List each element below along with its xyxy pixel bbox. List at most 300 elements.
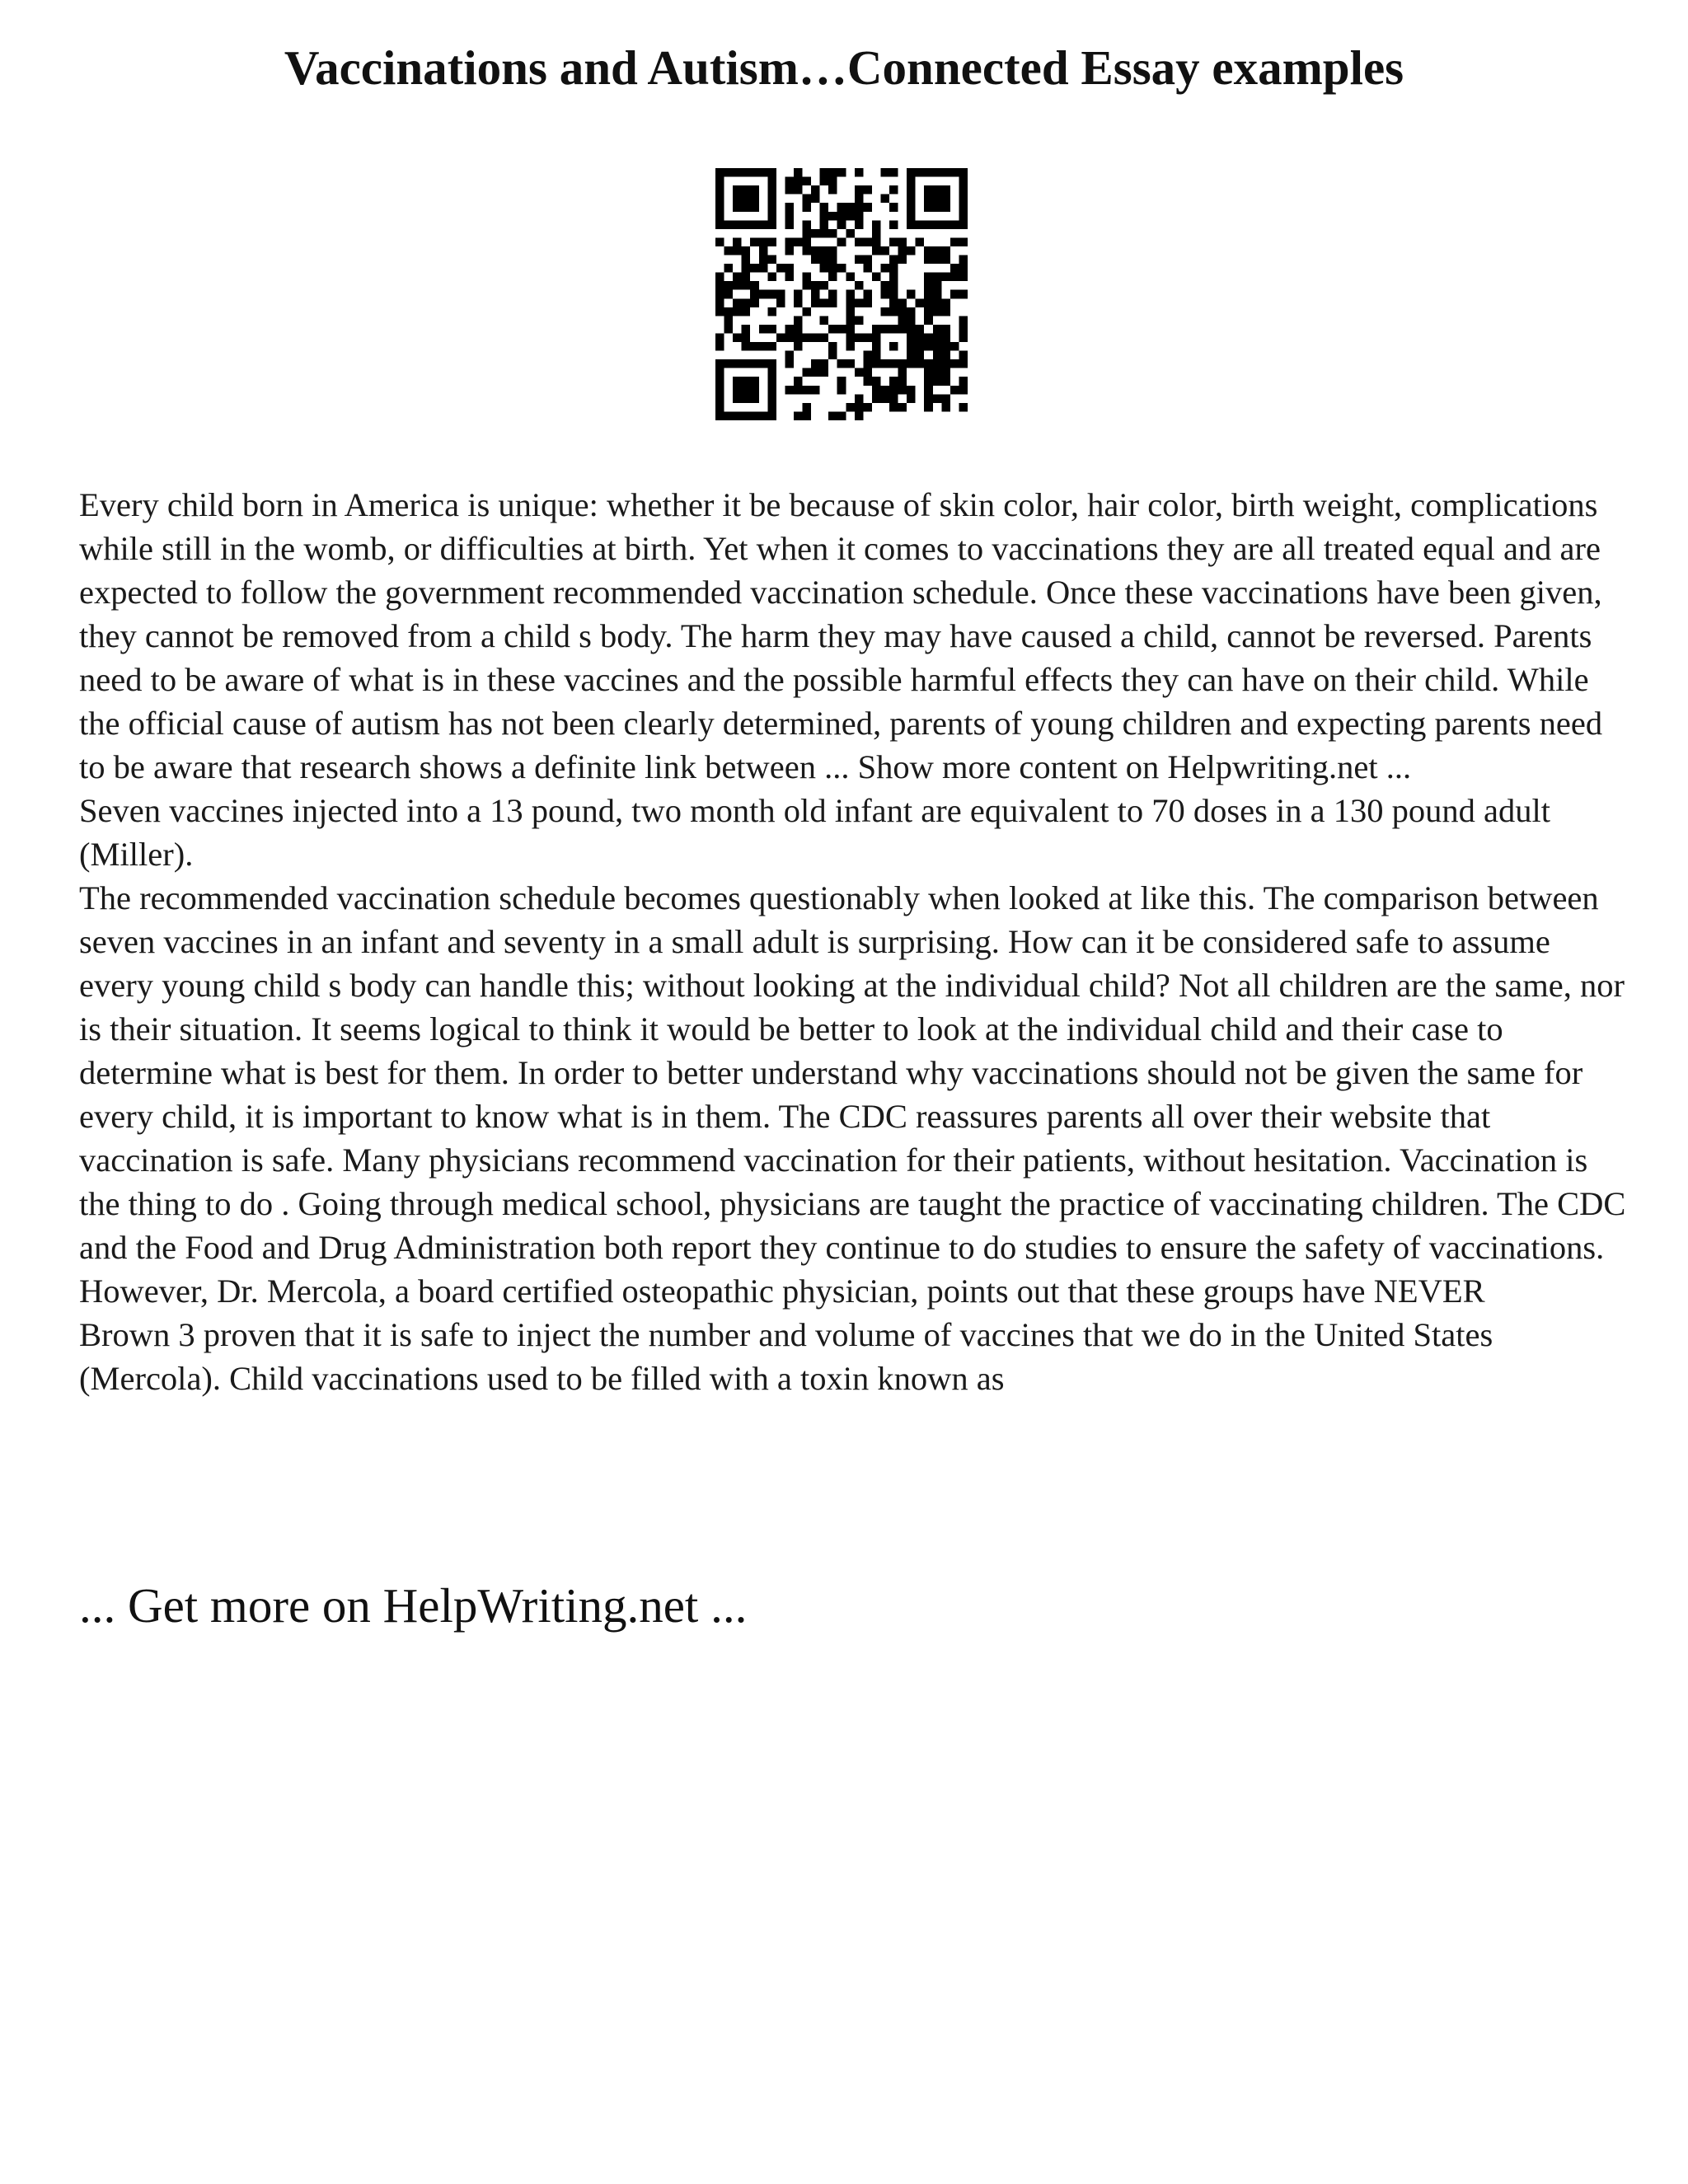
qr-module — [907, 333, 916, 342]
qr-module — [837, 237, 846, 246]
qr-module — [750, 386, 759, 395]
qr-module — [811, 359, 820, 368]
qr-module — [759, 325, 768, 334]
qr-module — [715, 273, 724, 282]
qr-module — [785, 212, 794, 221]
qr-module — [794, 342, 803, 351]
qr-module — [811, 333, 820, 342]
qr-module — [916, 333, 925, 342]
qr-module — [715, 333, 724, 342]
qr-module — [889, 342, 898, 351]
qr-module — [785, 220, 794, 229]
qr-module — [941, 194, 950, 204]
qr-module — [855, 411, 864, 420]
qr-module — [742, 220, 751, 229]
qr-module — [803, 368, 812, 377]
qr-module — [742, 246, 751, 255]
qr-module — [785, 333, 794, 342]
qr-module — [733, 281, 742, 290]
qr-module — [889, 255, 898, 265]
qr-module — [907, 342, 916, 351]
qr-module — [715, 377, 724, 386]
qr-module — [828, 212, 837, 221]
qr-module — [742, 298, 751, 307]
qr-module — [715, 307, 724, 316]
qr-module — [916, 220, 925, 229]
qr-module — [880, 264, 889, 273]
qr-module — [785, 203, 794, 212]
qr-module — [950, 342, 959, 351]
qr-module — [933, 325, 942, 334]
qr-module — [811, 298, 820, 307]
qr-module — [898, 307, 907, 316]
qr-module — [933, 273, 942, 282]
qr-module — [837, 203, 846, 212]
qr-module — [889, 386, 898, 395]
qr-module — [907, 351, 916, 360]
qr-module — [907, 394, 916, 403]
qr-module — [846, 298, 855, 307]
qr-module — [889, 359, 898, 368]
qr-module — [715, 168, 724, 177]
qr-module — [880, 168, 889, 177]
qr-module — [742, 386, 751, 395]
qr-module — [724, 168, 734, 177]
qr-module — [759, 246, 768, 255]
qr-module — [785, 237, 794, 246]
qr-module — [750, 281, 759, 290]
qr-module — [750, 237, 759, 246]
qr-module — [733, 246, 742, 255]
qr-module — [863, 237, 872, 246]
qr-module — [855, 237, 864, 246]
qr-module — [855, 185, 864, 194]
qr-module — [733, 194, 742, 204]
qr-module — [907, 325, 916, 334]
qr-module — [794, 333, 803, 342]
qr-module — [863, 203, 872, 212]
qr-module — [863, 290, 872, 299]
qr-module — [767, 203, 776, 212]
qr-module — [889, 281, 898, 290]
qr-module — [959, 185, 968, 194]
qr-module — [820, 246, 829, 255]
qr-module — [863, 359, 872, 368]
qr-module — [767, 255, 776, 265]
qr-module — [941, 394, 950, 403]
qr-module — [855, 394, 864, 403]
qr-module — [724, 307, 734, 316]
qr-module — [828, 229, 837, 238]
qr-module — [959, 377, 968, 386]
qr-module — [750, 359, 759, 368]
qr-module — [941, 185, 950, 194]
qr-module — [803, 220, 812, 229]
qr-module — [916, 298, 925, 307]
qr-module — [803, 281, 812, 290]
qr-module — [828, 290, 837, 299]
qr-module — [889, 290, 898, 299]
qr-module — [733, 377, 742, 386]
qr-module — [715, 177, 724, 186]
qr-module — [924, 307, 933, 316]
qr-module — [750, 194, 759, 204]
qr-module — [950, 220, 959, 229]
qr-module — [863, 351, 872, 360]
qr-module — [794, 325, 803, 334]
qr-module — [828, 264, 837, 273]
qr-module — [889, 377, 898, 386]
get-more-link[interactable]: ... Get more on HelpWriting.net ... — [79, 1578, 748, 1633]
qr-module — [855, 403, 864, 412]
qr-module — [924, 298, 933, 307]
qr-module — [820, 281, 829, 290]
qr-module — [715, 237, 724, 246]
qr-module — [950, 273, 959, 282]
qr-module — [767, 386, 776, 395]
qr-module — [811, 185, 820, 194]
qr-module — [803, 229, 812, 238]
qr-module — [828, 185, 837, 194]
qr-module — [785, 185, 794, 194]
qr-module — [933, 281, 942, 290]
qr-module — [889, 307, 898, 316]
qr-module — [794, 237, 803, 246]
qr-module — [924, 194, 933, 204]
qr-module — [785, 273, 794, 282]
qr-module — [742, 203, 751, 212]
qr-module — [828, 298, 837, 307]
qr-module — [811, 194, 820, 204]
qr-module — [759, 237, 768, 246]
qr-module — [941, 368, 950, 377]
qr-module — [715, 203, 724, 212]
qr-module — [811, 229, 820, 238]
essay-body — [79, 483, 1629, 1400]
qr-module — [959, 194, 968, 204]
qr-module — [828, 255, 837, 265]
qr-module — [941, 333, 950, 342]
qr-module — [941, 377, 950, 386]
qr-module — [941, 298, 950, 307]
qr-module — [733, 185, 742, 194]
qr-module — [924, 377, 933, 386]
qr-module — [863, 264, 872, 273]
qr-module — [916, 168, 925, 177]
qr-module — [776, 264, 785, 273]
qr-module — [759, 220, 768, 229]
qr-module — [759, 168, 768, 177]
qr-module — [733, 307, 742, 316]
qr-module — [933, 185, 942, 194]
qr-module — [794, 386, 803, 395]
qr-module — [767, 168, 776, 177]
qr-module — [941, 351, 950, 360]
qr-module — [767, 185, 776, 194]
qr-module — [889, 203, 898, 212]
qr-module — [767, 342, 776, 351]
qr-module — [715, 212, 724, 221]
qr-module — [794, 168, 803, 177]
qr-module — [846, 325, 855, 334]
qr-module — [855, 281, 864, 290]
qr-module — [846, 342, 855, 351]
qr-module — [715, 220, 724, 229]
qr-module — [715, 298, 724, 307]
qr-module — [933, 290, 942, 299]
qr-module — [924, 220, 933, 229]
qr-module — [959, 203, 968, 212]
qr-module — [933, 298, 942, 307]
essay-paragraph: Every child born in America is unique: whether it be because of skin color, hair color, birth weight, complications while still in the womb, or difficulties at birth. Yet when it comes to vaccinations they are all treated equal and are expected to follow the government recommended vaccination schedule. Once these vaccinations have been given, they cannot be removed from a child s body. The harm they may have caused a child, cannot be reversed. Parents need to be aware of what is in these vaccines and the possible harmful effects they can have on their child. While the official cause of autism has not been clearly determined, parents of young children and expecting parents need to be aware that research shows a definite link between ... Show more content on Helpwriting.net ... — [79, 486, 1603, 785]
qr-module — [924, 368, 933, 377]
qr-module — [742, 281, 751, 290]
qr-module — [828, 168, 837, 177]
qr-module — [846, 229, 855, 238]
qr-module — [767, 359, 776, 368]
qr-module — [950, 237, 959, 246]
qr-module — [863, 185, 872, 194]
qr-module — [767, 368, 776, 377]
qr-module — [907, 185, 916, 194]
qr-module — [733, 237, 742, 246]
qr-module — [959, 177, 968, 186]
qr-module — [846, 316, 855, 325]
qr-module — [715, 411, 724, 420]
qr-module — [916, 325, 925, 334]
qr-module — [863, 403, 872, 412]
qr-module — [803, 333, 812, 342]
qr-module — [742, 377, 751, 386]
qr-module — [889, 237, 898, 246]
qr-module — [880, 386, 889, 395]
qr-module — [785, 177, 794, 186]
qr-module — [950, 386, 959, 395]
qr-module — [785, 264, 794, 273]
qr-module — [872, 246, 881, 255]
qr-module — [803, 273, 812, 282]
qr-module — [959, 212, 968, 221]
qr-module — [724, 246, 734, 255]
qr-module — [924, 333, 933, 342]
qr-module — [837, 264, 846, 273]
qr-module — [889, 394, 898, 403]
qr-module — [742, 342, 751, 351]
qr-module — [803, 246, 812, 255]
qr-module — [785, 351, 794, 360]
qr-module — [733, 220, 742, 229]
qr-module — [872, 325, 881, 334]
qr-module — [855, 212, 864, 221]
qr-module — [933, 359, 942, 368]
qr-module — [715, 194, 724, 204]
qr-module — [715, 185, 724, 194]
qr-module — [803, 386, 812, 395]
qr-module — [898, 316, 907, 325]
qr-module — [907, 316, 916, 325]
qr-module — [950, 359, 959, 368]
qr-module — [767, 237, 776, 246]
qr-module — [924, 273, 933, 282]
qr-module — [959, 290, 968, 299]
qr-module — [828, 351, 837, 360]
qr-module — [820, 212, 829, 221]
qr-module — [889, 403, 898, 412]
qr-module — [950, 168, 959, 177]
qr-module — [863, 298, 872, 307]
qr-module — [959, 237, 968, 246]
qr-module — [898, 359, 907, 368]
qr-module — [855, 194, 864, 204]
qr-module — [880, 394, 889, 403]
qr-module — [785, 386, 794, 395]
qr-module — [811, 246, 820, 255]
qr-module — [733, 411, 742, 420]
qr-module — [898, 386, 907, 395]
qr-module — [924, 386, 933, 395]
qr-module — [724, 264, 734, 273]
qr-module — [880, 325, 889, 334]
qr-module — [924, 342, 933, 351]
qr-module — [742, 394, 751, 403]
qr-module — [933, 377, 942, 386]
qr-module — [803, 237, 812, 246]
qr-module — [933, 203, 942, 212]
qr-module — [785, 325, 794, 334]
qr-module — [898, 403, 907, 412]
qr-code-icon — [715, 168, 968, 420]
qr-module — [733, 386, 742, 395]
qr-module — [837, 220, 846, 229]
qr-module — [880, 194, 889, 204]
qr-module — [889, 273, 898, 282]
qr-module — [750, 220, 759, 229]
qr-module — [846, 359, 855, 368]
essay-paragraph: Brown 3 proven that it is safe to inject the number and volume of vaccines that we do in the United States (Mercola). Child vaccinations used to be filled with a toxin known as — [79, 1316, 1493, 1397]
qr-module — [933, 342, 942, 351]
qr-module — [889, 220, 898, 229]
qr-module — [924, 185, 933, 194]
qr-module — [742, 255, 751, 265]
qr-module — [794, 411, 803, 420]
qr-module — [759, 264, 768, 273]
qr-module — [742, 411, 751, 420]
qr-module — [907, 220, 916, 229]
qr-module — [855, 316, 864, 325]
qr-module — [742, 264, 751, 273]
qr-module — [924, 203, 933, 212]
qr-module — [820, 298, 829, 307]
qr-module — [855, 255, 864, 265]
qr-module — [855, 203, 864, 212]
qr-module — [733, 394, 742, 403]
qr-module — [916, 342, 925, 351]
qr-module — [916, 351, 925, 360]
qr-module — [742, 333, 751, 342]
qr-module — [828, 273, 837, 282]
qr-module — [811, 368, 820, 377]
qr-module — [742, 325, 751, 334]
qr-module — [889, 325, 898, 334]
qr-module — [898, 255, 907, 265]
qr-module — [872, 237, 881, 246]
qr-module — [803, 403, 812, 412]
qr-module — [733, 203, 742, 212]
qr-module — [863, 333, 872, 342]
qr-module — [880, 307, 889, 316]
qr-module — [907, 386, 916, 395]
qr-module — [959, 403, 968, 412]
qr-module — [872, 359, 881, 368]
qr-module — [828, 342, 837, 351]
qr-module — [750, 377, 759, 386]
qr-module — [820, 177, 829, 186]
qr-module — [750, 411, 759, 420]
qr-module — [880, 359, 889, 368]
qr-module — [872, 229, 881, 238]
qr-module — [767, 411, 776, 420]
qr-module — [924, 281, 933, 290]
qr-module — [941, 255, 950, 265]
qr-module — [933, 307, 942, 316]
qr-module — [759, 359, 768, 368]
qr-module — [828, 246, 837, 255]
qr-module — [959, 264, 968, 273]
qr-module — [750, 264, 759, 273]
qr-module — [776, 333, 785, 342]
qr-module — [724, 281, 734, 290]
qr-module — [820, 229, 829, 238]
qr-module — [767, 290, 776, 299]
qr-module — [715, 368, 724, 377]
qr-module — [776, 290, 785, 299]
qr-module — [889, 185, 898, 194]
qr-module — [846, 333, 855, 342]
qr-module — [820, 368, 829, 377]
qr-module — [924, 316, 933, 325]
qr-module — [941, 273, 950, 282]
qr-module — [794, 377, 803, 386]
qr-module — [785, 246, 794, 255]
qr-module — [785, 359, 794, 368]
qr-module — [907, 359, 916, 368]
qr-module — [959, 359, 968, 368]
qr-module — [828, 411, 837, 420]
qr-module — [715, 281, 724, 290]
qr-module — [724, 359, 734, 368]
qr-module — [933, 194, 942, 204]
qr-module — [759, 342, 768, 351]
qr-module — [794, 290, 803, 299]
qr-module — [820, 359, 829, 368]
qr-module — [846, 203, 855, 212]
qr-module — [794, 177, 803, 186]
qr-module — [898, 368, 907, 377]
qr-module — [794, 298, 803, 307]
qr-module — [933, 255, 942, 265]
qr-module — [828, 325, 837, 334]
qr-module — [803, 203, 812, 212]
qr-module — [941, 359, 950, 368]
qr-module — [959, 255, 968, 265]
qr-module — [733, 273, 742, 282]
qr-module — [742, 359, 751, 368]
qr-module — [750, 298, 759, 307]
qr-module — [767, 377, 776, 386]
qr-module — [733, 359, 742, 368]
qr-module — [959, 316, 968, 325]
qr-module — [941, 342, 950, 351]
